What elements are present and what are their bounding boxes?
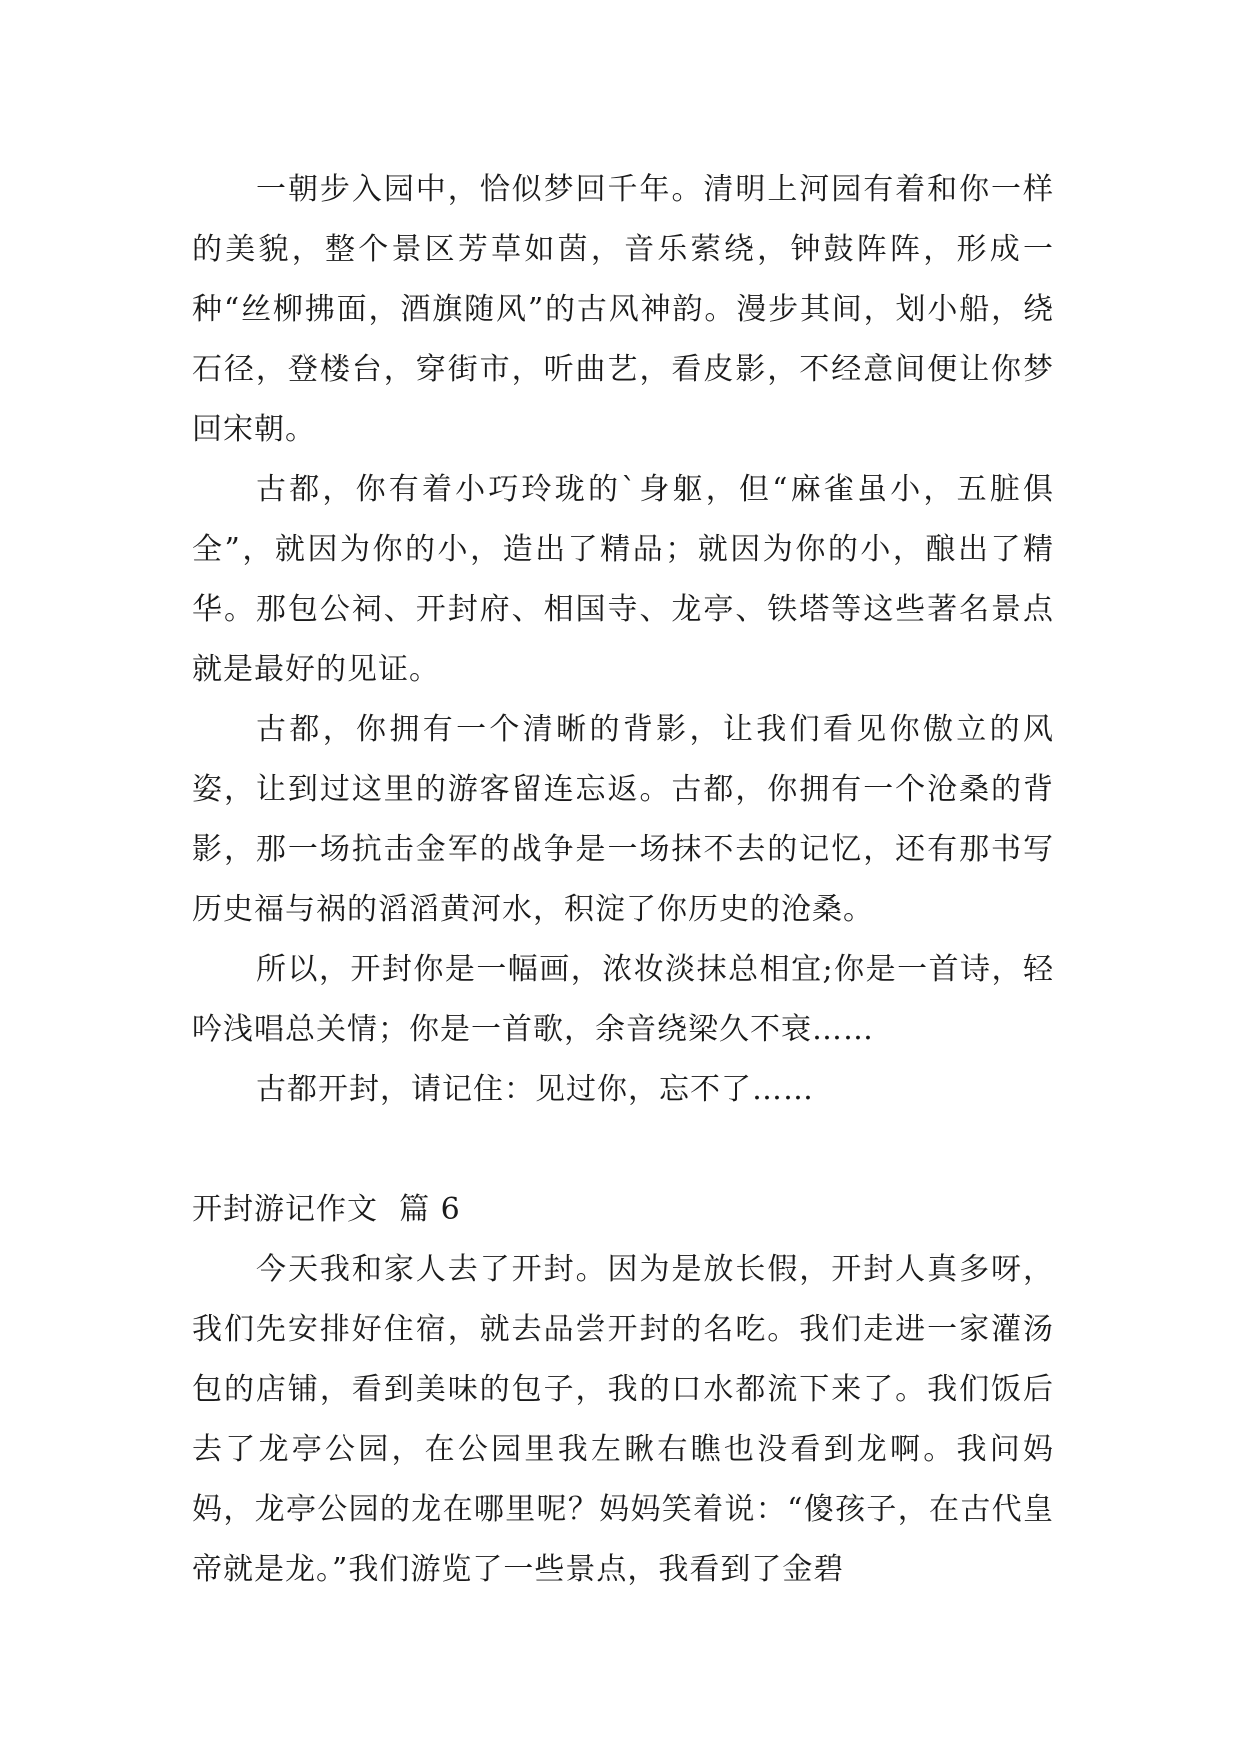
paragraph: 古都开封，请记住：见过你，忘不了…… bbox=[256, 1072, 814, 1107]
paragraph: 所以，开封你是一幅画，浓妆淡抹总相宜;你是一首诗，轻吟浅唱总关情；你是一首歌，余音绕梁久不衰…… bbox=[192, 952, 1054, 1047]
document-page bbox=[192, 160, 1054, 1600]
paragraph: 古都，你有着小巧玲珑的`身躯，但“麻雀虽小，五脏俱全”，就因为你的小，造出了精品；就因为你的小，酿出了精华。那包公祠、开封府、相国寺、龙亭、铁塔等这些著名景点就是最好的见证。 bbox=[192, 472, 1054, 687]
section-heading: 开封游记作文 篇 6 bbox=[192, 1192, 461, 1227]
paragraph: 一朝步入园中，恰似梦回千年。清明上河园有着和你一样的美貌，整个景区芳草如茵，音乐萦绕，钟鼓阵阵，形成一种“丝柳拂面，酒旗随风”的古风神韵。漫步其间，划小船，绕石径，登楼台，穿街市，听曲艺，看皮影，不经意间便让你梦回宋朝。 bbox=[192, 172, 1054, 447]
paragraph: 古都，你拥有一个清晰的背影，让我们看见你傲立的风姿，让到过这里的游客留连忘返。古都，你拥有一个沧桑的背影，那一场抗击金军的战争是一场抹不去的记忆，还有那书写历史福与祸的滔滔黄河水，积淀了你历史的沧桑。 bbox=[192, 712, 1054, 927]
paragraph: 今天我和家人去了开封。因为是放长假，开封人真多呀，我们先安排好住宿，就去品尝开封的名吃。我们走进一家灌汤包的店铺，看到美味的包子，我的口水都流下来了。我们饭后去了龙亭公园，在公园里我左瞅右瞧也没看到龙啊。我问妈妈，龙亭公园的龙在哪里呢？妈妈笑着说：“傻孩子，在古代皇帝就是龙。”我们游览了一些景点，我看到了金碧 bbox=[192, 1252, 1054, 1587]
